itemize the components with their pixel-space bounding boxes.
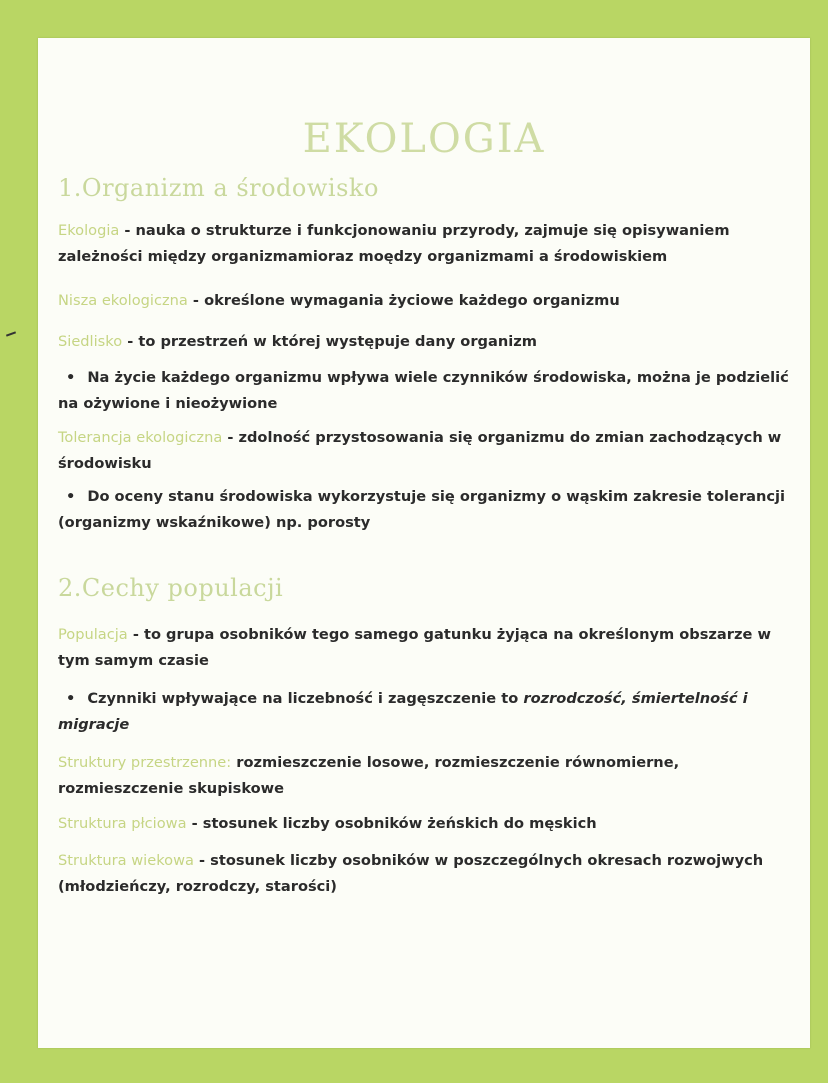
definition-nisza xyxy=(58,288,793,314)
bullet-item xyxy=(58,686,793,738)
term-label: Struktura płciowa xyxy=(58,815,187,832)
term-label: Struktura wiekowa xyxy=(58,852,194,869)
definition-text: stosunek liczby osobników żeńskich do męskich xyxy=(202,815,597,832)
term-label: Siedlisko xyxy=(58,333,123,350)
document-page xyxy=(38,38,810,1048)
bullet-text: Czynniki wpływające na liczebność i zagęszczenie to xyxy=(87,690,524,707)
definition-text: zdolność przystosowania się organizmu do zmian zachodzących w środowisku xyxy=(58,429,782,472)
definition-ekologia xyxy=(58,218,793,270)
term-label: Nisza ekologiczna xyxy=(58,292,188,309)
term-separator: - xyxy=(186,815,203,832)
bullet-icon: • xyxy=(66,488,76,505)
definition-text: nauka o strukturze i funkcjonowaniu przyrody, zajmuje się opisywaniem zależności między organizmamioraz moędzy organizmami a środowiskiem xyxy=(58,222,730,265)
definition-text: rozmieszczenie losowe, rozmieszczenie równomierne, rozmieszczenie skupiskowe xyxy=(58,754,680,797)
definition-tolerancja xyxy=(58,425,793,477)
page-title: EKOLOGIA xyxy=(302,116,546,162)
section-heading-1: 1.Organizm a środowisko xyxy=(58,174,379,202)
term-separator: - xyxy=(187,292,205,309)
term-separator: - xyxy=(122,333,139,350)
term-label: Tolerancja ekologiczna xyxy=(58,429,223,446)
definition-struktura-wiekowa xyxy=(58,848,793,900)
term-separator: - xyxy=(222,429,239,446)
definition-text: to grupa osobników tego samego gatunku żyjąca na określonym obszarze w tym samym czasie xyxy=(58,626,771,669)
bullet-item xyxy=(58,365,793,417)
definition-text: stosunek liczby osobników w poszczególnych okresach rozwojwych (młodzieńczy, rozrodczy, starości) xyxy=(58,852,764,895)
definition-struktury-przestrzenne xyxy=(58,750,793,802)
bullet-icon: • xyxy=(66,690,76,707)
bullet-text: Na życie każdego organizmu wpływa wiele czynników środowiska, można je podzielić na ożywione i nieożywione xyxy=(58,369,789,412)
definition-siedlisko xyxy=(58,329,793,355)
term-label: Ekologia xyxy=(58,222,120,239)
bullet-icon: • xyxy=(66,369,76,386)
definition-text: określone wymagania życiowe każdego organizmu xyxy=(204,292,620,309)
section-heading-2: 2.Cechy populacji xyxy=(58,574,284,602)
term-separator: - xyxy=(193,852,211,869)
bullet-text: Do oceny stanu środowiska wykorzystuje się organizmy o wąskim zakresie tolerancji (organizmy wskaźnikowe) np. porosty xyxy=(58,488,786,531)
margin-mark xyxy=(6,331,16,336)
definition-text: to przestrzeń w której występuje dany organizm xyxy=(138,333,537,350)
bullet-item xyxy=(58,484,793,536)
bullet-emphasis: rozrodczość, śmiertelność i migracje xyxy=(58,690,748,733)
term-separator: - xyxy=(119,222,136,239)
definition-populacja xyxy=(58,622,793,674)
term-separator: - xyxy=(127,626,144,643)
definition-struktura-plciowa xyxy=(58,811,793,837)
term-label: Populacja xyxy=(58,626,128,643)
term-label: Struktury przestrzenne: xyxy=(58,754,232,771)
